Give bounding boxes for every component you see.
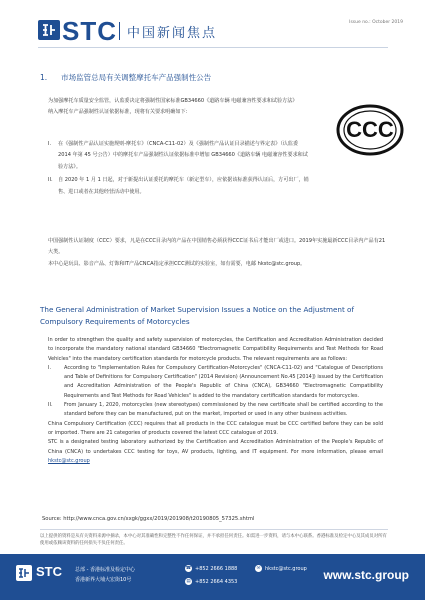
section-title-en: The General Administration of Market Supervision Issues a Notice on the Adjustment of Compulsory Requirements of Motorcycles — [40, 305, 354, 326]
list-marker: II. — [48, 402, 53, 409]
svg-text:CCC: CCC — [346, 117, 394, 142]
list-marker: I. — [48, 141, 52, 147]
ccc-mark-logo — [335, 103, 405, 157]
list-item — [48, 364, 383, 401]
intro-cn — [48, 96, 298, 119]
source-line: Source: http://www.cnca.gov.cn/xxgk/ggxx/2019/201908/t20190805_57325.shtml — [42, 516, 255, 522]
list-marker: II. — [48, 177, 53, 184]
fax-icon: ▤ — [186, 579, 191, 584]
footer-address-line2: 香港新界大埔大宏街10号 — [75, 577, 132, 583]
body-en — [48, 336, 383, 466]
section-title-cn — [40, 72, 211, 83]
footer-phone: +852 2666 1888 — [195, 566, 238, 572]
list-item-text: From January 1, 2020, motorcycles (new stereotypes) commissioned by the new certificate shall be certified according to the standard before they can be manufactured, put on the market, imported or used in any other business activities. — [64, 402, 383, 418]
list-item-text: 自 2020 年 1 月 1 日起，对于新提出认证委托的摩托车（新定型车），应依据该标准获得认证后，方可出厂，销售、进口或者在其他经营活动中使用。 — [58, 177, 309, 195]
footer-website[interactable]: www.stc.group — [323, 568, 409, 582]
footer-mail[interactable]: hkstc@stc.group — [265, 566, 307, 572]
list-item — [48, 175, 310, 198]
requirements-list-cn — [48, 139, 310, 198]
phone-icon: ☎ — [185, 566, 192, 571]
footer-brand: STC — [36, 564, 62, 579]
footer-fax: +852 2664 4353 — [195, 579, 238, 585]
footnote-cn — [48, 236, 388, 270]
intro-cn-text: 为加强摩托车质量安全监管，认监委决定将强制性国家标准GB34660《道路车辆 电磁兼容性要求和试验方法》纳入摩托车产品强制性认证依据标准，现将有关要求明确如下： — [48, 98, 298, 116]
list-item-text: According to "Implementation Rules for Compulsory Certification-Motorcycles" (CNCA-C11-02) and "Catalogue of Descriptions and Table of Definitions for Compulsory Certification" (2014 Revision) (Announcement No.45 [2014]) issued by the Certification and Accreditation Administration of the People's Republic of China (CNCA), GB34660 "Electromagnetic Compatibility Requirements and Test Methods for Road Vehicles" is added to the mandatory certification standards for motorcycles. — [64, 364, 383, 399]
footnote-en-2 — [48, 438, 383, 466]
stc-logo-mark — [38, 20, 60, 40]
issue-label: Issue no.: October 2019 — [349, 20, 403, 25]
disclaimer: 以上提供的资料是从有关资料来源中摘录，本中心对其准确性和完整性不作任何保证，并不承担任何责任。如需进一步资料，请与本中心联系。香港标准及检定中心及其成员对所有使用或依赖该资料的任何损失不负任何责任。 — [40, 529, 388, 547]
list-marker: I. — [48, 364, 52, 371]
header-rule — [38, 47, 388, 48]
mail-icon: ✉ — [256, 566, 261, 571]
footnote-cn-1: 中国强制性认证制度（CCC）要求，凡是在CCC目录内的产品在中国销售必须获得CCC证书后才能出厂或进口。2019年实施最新CCC目录内产品有21大类。 — [48, 238, 386, 256]
footnote-en-2-text: STC is a designated testing laboratory authorized by the Certification and Accreditation Administration of the People's Republic of China (CNCA) to undertakes CCC testing for toys, AV products, lighting, and IT equipment. For more information, please email — [48, 439, 383, 455]
page-title: 中国新闻焦点 — [127, 26, 218, 41]
list-item — [48, 401, 383, 420]
section-number: 1. — [40, 73, 48, 82]
footer-address-line1: 总部 - 香港标准及检定中心 — [75, 567, 135, 573]
list-item-text: 在《强制性产品认证实施规则-摩托车》（CNCA-C11-02）及《强制性产品认证目录描述与界定表》（认监委 2014 年第 45 号公告）中的摩托车产品强制性认证依据标准中增加 GB34660《道路车辆 电磁兼容性要求和试验方法》。 — [58, 141, 308, 170]
header-divider — [119, 22, 120, 40]
footnote-cn-2: 本中心是玩具、影音产品、灯饰和IT产品CNCA指定承担CCC测试的实验室，如有需要，电邮 hkstc@stc.group。 — [48, 260, 306, 267]
page-header — [0, 0, 425, 66]
list-item — [48, 139, 310, 173]
intro-en-text: In order to strengthen the quality and safety supervision of motorcycles, the Certification and Accreditation Administration decided to incorporate the mandatory national standard GB34660 "Electromagnetic Compatibility Requirements and Test Methods for Road Vehicles" into the mandatory certification standards for motorcycle products. The relevant requirements are as follows: — [48, 337, 383, 362]
footer-logo-mark — [16, 565, 32, 581]
email-link[interactable]: hkstc@stc.group — [48, 457, 90, 464]
page-footer — [0, 554, 425, 600]
stc-logo-text: STC — [62, 16, 117, 46]
footnote-en-1: China Compulsory Certification (CCC) requires that all products in the CCC catalogue must be CCC certified before they can be sold or imported. There are 21 categories of products covered the latest CCC catalogue of 2019. — [48, 420, 383, 436]
section-title-text: 市场监管总局有关调整摩托车产品强制性公告 — [61, 73, 212, 82]
